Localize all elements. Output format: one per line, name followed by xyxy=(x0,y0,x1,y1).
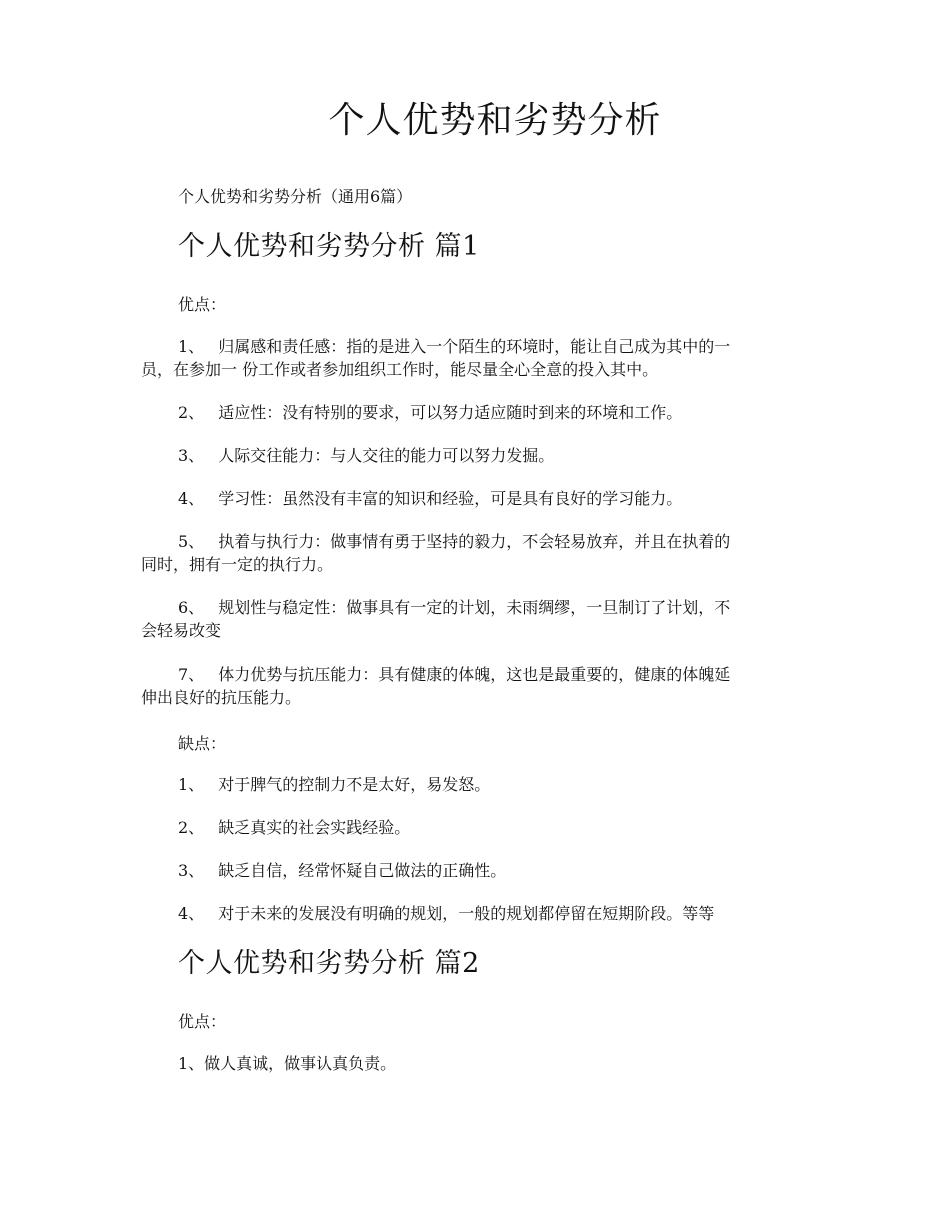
section-2-pros-label: 优点： xyxy=(178,1012,227,1031)
pros-item-3-number: 3、 xyxy=(178,446,205,465)
pros-item-7 xyxy=(141,663,816,709)
cons-item-3-number: 3、 xyxy=(178,861,205,880)
cons-item-3 xyxy=(141,859,816,882)
section-1-heading: 个人优势和劣势分析 篇1 xyxy=(178,231,480,262)
cons-item-4-text: 对于未来的发展没有明确的规划，一般的规划都停留在短期阶段。等等 xyxy=(218,904,715,923)
pros-item-4-number: 4、 xyxy=(178,489,205,508)
cons-item-1-text: 对于脾气的控制力不是太好，易发怒。 xyxy=(218,775,491,794)
cons-item-1 xyxy=(141,773,816,796)
cons-item-2-text: 缺乏真实的社会实践经验。 xyxy=(218,818,411,837)
cons-item-4 xyxy=(141,902,816,925)
pros-item-1 xyxy=(141,335,816,381)
pros-item-5-line2: 同时，拥有一定的执行力。 xyxy=(141,555,334,574)
section-2-pros-item-1: 1、做人真诚，做事认真负责。 xyxy=(178,1054,397,1073)
pros-item-2-number: 2、 xyxy=(178,403,205,422)
document-title: 个人优势和劣势分析 xyxy=(328,100,662,141)
pros-item-2 xyxy=(141,401,816,424)
pros-item-7-line2: 伸出良好的抗压能力。 xyxy=(141,688,302,707)
pros-item-1-line1: 归属感和责任感：指的是进入一个陌生的环境时，能让自己成为其中的一 xyxy=(218,337,731,356)
pros-item-4 xyxy=(141,487,816,510)
pros-item-6-number: 6、 xyxy=(178,598,205,617)
pros-item-5 xyxy=(141,530,816,576)
pros-item-1-number: 1、 xyxy=(178,337,205,356)
pros-item-5-number: 5、 xyxy=(178,532,205,551)
cons-item-2 xyxy=(141,816,816,839)
cons-item-1-number: 1、 xyxy=(178,775,205,794)
section-1-cons-label: 缺点： xyxy=(178,734,227,753)
cons-item-2-number: 2、 xyxy=(178,818,205,837)
document-subtitle: 个人优势和劣势分析（通用6篇） xyxy=(178,187,413,206)
pros-item-6-line2: 会轻易改变 xyxy=(141,621,222,640)
pros-item-4-line1: 学习性：虽然没有丰富的知识和经验，可是具有良好的学习能力。 xyxy=(218,489,683,508)
pros-item-1-line2: 员，在参加一 份工作或者参加组织工作时，能尽量全心全意的投入其中。 xyxy=(141,360,659,379)
pros-item-7-number: 7、 xyxy=(178,665,205,684)
pros-item-5-line1: 执着与执行力：做事情有勇于坚持的毅力，不会轻易放弃，并且在执着的 xyxy=(218,532,731,551)
section-2-heading: 个人优势和劣势分析 篇2 xyxy=(178,948,480,979)
pros-item-3-line1: 人际交往能力：与人交往的能力可以努力发掘。 xyxy=(218,446,555,465)
pros-item-7-line1: 体力优势与抗压能力：具有健康的体魄，这也是最重要的，健康的体魄延 xyxy=(218,665,731,684)
cons-item-3-text: 缺乏自信，经常怀疑自己做法的正确性。 xyxy=(218,861,507,880)
pros-item-3 xyxy=(141,444,816,467)
pros-item-6-line1: 规划性与稳定性：做事具有一定的计划，未雨绸缪，一旦制订了计划，不 xyxy=(218,598,731,617)
pros-item-6 xyxy=(141,596,816,642)
cons-item-4-number: 4、 xyxy=(178,904,205,923)
section-1-pros-label: 优点： xyxy=(178,295,227,314)
pros-item-2-line1: 适应性：没有特别的要求，可以努力适应随时到来的环境和工作。 xyxy=(218,403,683,422)
